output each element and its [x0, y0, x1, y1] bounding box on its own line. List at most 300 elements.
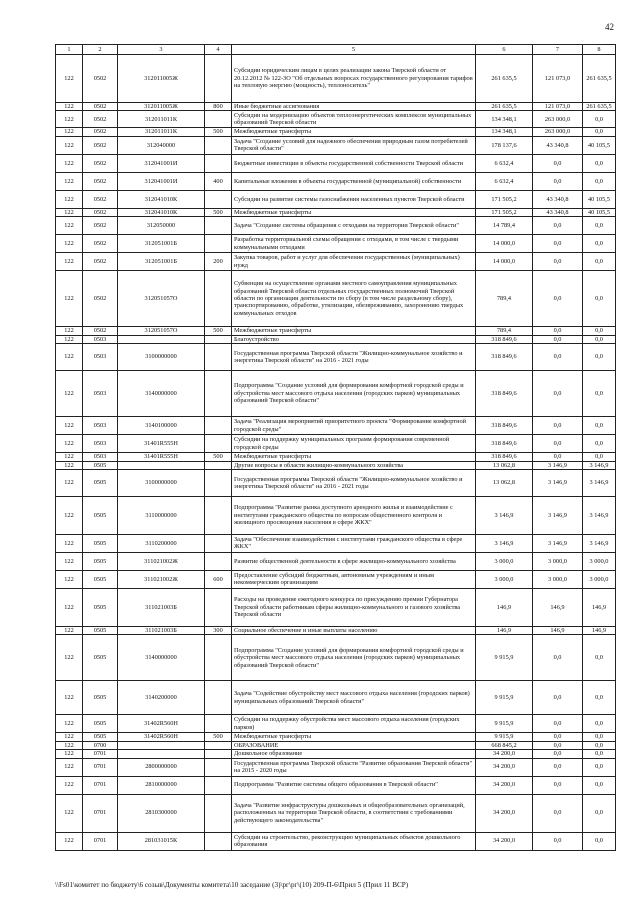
cell-amount-year3: 0,0 [583, 217, 616, 235]
cell-amount-year3: 0,0 [583, 172, 616, 190]
cell-amount-year2: 0,0 [533, 371, 583, 417]
table-row [56, 111, 616, 128]
cell-target-article: 3110000000 [118, 496, 205, 534]
cell-expense-type [205, 271, 232, 327]
cell-expense-type: 500 [205, 128, 232, 136]
cell-amount-year2: 0,0 [533, 235, 583, 253]
cell-section: 0502 [83, 271, 118, 327]
cell-ministry: 122 [56, 496, 83, 534]
column-header: 2 [83, 45, 118, 55]
cell-amount-year2: 0,0 [533, 172, 583, 190]
cell-target-article: 312011011К [118, 128, 205, 136]
cell-description: Задача "Развитие инфраструктуры дошкольных и общеобразовательных организаций, расположенных на территории Тверской области, в соответствии с требованиями действующего законодательства" [232, 794, 476, 832]
table-row [56, 271, 616, 327]
cell-expense-type: 300 [205, 626, 232, 634]
cell-section: 0505 [83, 469, 118, 496]
cell-amount-year1: 134 348,1 [476, 111, 533, 128]
cell-amount-year2: 3 000,0 [533, 570, 583, 588]
cell-target-article: 312041001И [118, 154, 205, 172]
budget-table [55, 44, 616, 851]
cell-expense-type [205, 344, 232, 371]
cell-description: Подпрограмма "Развитие системы общего образования в Тверской области" [232, 776, 476, 794]
cell-ministry: 122 [56, 417, 83, 435]
cell-description: Подпрограмма "Создание условий для формирования комфортной городской среды и обустройства мест массового отдыха населения (городских парков) муниципальных образований Тверской области" [232, 371, 476, 417]
cell-target-article: 312041001И [118, 172, 205, 190]
cell-ministry: 122 [56, 128, 83, 136]
cell-amount-year3: 3 146,9 [583, 534, 616, 552]
cell-amount-year2: 0,0 [533, 154, 583, 172]
cell-amount-year1: 318 849,6 [476, 435, 533, 453]
cell-amount-year3: 3 146,9 [583, 469, 616, 496]
cell-description: Предоставление субсидий бюджетным, автономным учреждениям и иным некоммерческим организациям [232, 570, 476, 588]
cell-amount-year3: 3 146,9 [583, 496, 616, 534]
cell-amount-year2: 43 340,8 [533, 208, 583, 216]
cell-target-article: 312041010К [118, 208, 205, 216]
cell-expense-type: 200 [205, 253, 232, 271]
cell-amount-year2: 0,0 [533, 715, 583, 733]
cell-target-article: 3110200000 [118, 534, 205, 552]
cell-target-article: 311021002Ж [118, 552, 205, 570]
cell-target-article: 31401R555Н [118, 435, 205, 453]
cell-description: Задача "Содействие обустройству мест массового отдыха населения (городских парков) муниципальных образований Тверской области" [232, 681, 476, 715]
table-row [56, 469, 616, 496]
cell-ministry: 122 [56, 626, 83, 634]
cell-amount-year2: 43 340,8 [533, 190, 583, 208]
cell-ministry: 122 [56, 794, 83, 832]
cell-amount-year3: 0,0 [583, 453, 616, 461]
cell-amount-year1: 171 505,2 [476, 190, 533, 208]
cell-description: Задача "Создание системы обращения с отходами на территории Тверской области" [232, 217, 476, 235]
cell-amount-year3: 0,0 [583, 111, 616, 128]
cell-description: Межбюджетные трансферты [232, 128, 476, 136]
cell-section: 0503 [83, 435, 118, 453]
cell-ministry: 122 [56, 217, 83, 235]
table-row [56, 570, 616, 588]
cell-amount-year3: 0,0 [583, 417, 616, 435]
cell-section: 0701 [83, 832, 118, 850]
cell-section: 0505 [83, 715, 118, 733]
table-row [56, 172, 616, 190]
cell-section: 0502 [83, 111, 118, 128]
cell-ministry: 122 [56, 103, 83, 111]
cell-amount-year1: 9 915,9 [476, 733, 533, 741]
cell-target-article: 2800000000 [118, 758, 205, 776]
column-header: 3 [118, 45, 205, 55]
cell-amount-year3: 0,0 [583, 733, 616, 741]
cell-target-article: 31402R560Н [118, 715, 205, 733]
cell-ministry: 122 [56, 461, 83, 469]
cell-section: 0505 [83, 496, 118, 534]
cell-amount-year2: 0,0 [533, 271, 583, 327]
cell-amount-year3: 3 146,9 [583, 461, 616, 469]
table-row [56, 128, 616, 136]
cell-amount-year3: 40 105,5 [583, 136, 616, 154]
cell-ministry: 122 [56, 570, 83, 588]
cell-ministry: 122 [56, 715, 83, 733]
cell-description: Закупка товаров, работ и услуг для обеспечения государственных (муниципальных) нужд [232, 253, 476, 271]
column-header: 4 [205, 45, 232, 55]
cell-ministry: 122 [56, 111, 83, 128]
cell-section: 0502 [83, 253, 118, 271]
cell-target-article: 2810000000 [118, 776, 205, 794]
cell-amount-year1: 34 200,0 [476, 750, 533, 758]
cell-target-article: 312051001Б [118, 235, 205, 253]
cell-amount-year3: 0,0 [583, 758, 616, 776]
cell-amount-year3: 0,0 [583, 344, 616, 371]
cell-expense-type [205, 741, 232, 749]
table-row [56, 136, 616, 154]
cell-expense-type [205, 417, 232, 435]
cell-ministry: 122 [56, 271, 83, 327]
cell-target-article: 311021003Б [118, 626, 205, 634]
cell-description: Задача "Создание условий для надежного обеспечения природным газом потребителей Тверской области" [232, 136, 476, 154]
cell-expense-type [205, 217, 232, 235]
cell-description: Подпрограмма "Развитие рынка доступного арендного жилья и взаимодействие с институтами гражданского общества по вопросам общественного контроля и жилищного просвещения населения в сфере ЖКХ" [232, 496, 476, 534]
cell-amount-year3: 40 105,5 [583, 190, 616, 208]
cell-ministry: 122 [56, 534, 83, 552]
cell-description: Субсидии юридическим лицам в целях реализации закона Тверской области от 20.12.2012 № 122-ЗО "Об отдельных вопросах государственного регулирования тарифов на тепловую энергию (мощность), теплоноситель" [232, 55, 476, 103]
cell-expense-type [205, 235, 232, 253]
cell-expense-type [205, 435, 232, 453]
cell-ministry: 122 [56, 453, 83, 461]
cell-section: 0502 [83, 154, 118, 172]
cell-ministry: 122 [56, 136, 83, 154]
cell-amount-year1: 318 849,6 [476, 371, 533, 417]
cell-expense-type [205, 190, 232, 208]
cell-amount-year1: 6 632,4 [476, 172, 533, 190]
cell-amount-year3: 0,0 [583, 435, 616, 453]
cell-target-article: 3140000000 [118, 635, 205, 681]
cell-amount-year1: 34 200,0 [476, 758, 533, 776]
cell-expense-type: 500 [205, 208, 232, 216]
cell-target-article: 312011005Ж [118, 55, 205, 103]
cell-section: 0502 [83, 327, 118, 335]
cell-amount-year1: 3 146,9 [476, 534, 533, 552]
cell-amount-year3: 146,9 [583, 588, 616, 626]
cell-expense-type [205, 832, 232, 850]
cell-amount-year3: 0,0 [583, 335, 616, 343]
cell-expense-type [205, 715, 232, 733]
cell-amount-year1: 14 000,0 [476, 253, 533, 271]
cell-amount-year1: 178 137,6 [476, 136, 533, 154]
cell-section: 0503 [83, 344, 118, 371]
cell-amount-year2: 0,0 [533, 750, 583, 758]
cell-target-article [118, 335, 205, 343]
cell-expense-type: 400 [205, 172, 232, 190]
cell-target-article [118, 750, 205, 758]
cell-ministry: 122 [56, 832, 83, 850]
cell-ministry: 122 [56, 435, 83, 453]
cell-ministry: 122 [56, 172, 83, 190]
cell-section: 0701 [83, 794, 118, 832]
cell-amount-year2: 263 000,0 [533, 128, 583, 136]
cell-amount-year1: 6 632,4 [476, 154, 533, 172]
cell-amount-year2: 0,0 [533, 253, 583, 271]
cell-amount-year2: 263 000,0 [533, 111, 583, 128]
cell-amount-year2: 146,9 [533, 626, 583, 634]
cell-description: Межбюджетные трансферты [232, 327, 476, 335]
cell-amount-year1: 318 849,6 [476, 335, 533, 343]
table-row [56, 453, 616, 461]
cell-amount-year2: 0,0 [533, 327, 583, 335]
cell-description: Задача "Реализация мероприятий приоритетного проекта "Формирование комфортной городской среды" [232, 417, 476, 435]
cell-target-article: 312011005Ж [118, 103, 205, 111]
cell-ministry: 122 [56, 55, 83, 103]
column-header: 8 [583, 45, 616, 55]
cell-ministry: 122 [56, 758, 83, 776]
cell-amount-year1: 171 505,2 [476, 208, 533, 216]
cell-description: Задача "Обеспечение взаимодействия с институтами гражданского общества в сфере ЖКХ" [232, 534, 476, 552]
cell-amount-year1: 14 789,4 [476, 217, 533, 235]
cell-amount-year3: 0,0 [583, 371, 616, 417]
cell-amount-year3: 0,0 [583, 128, 616, 136]
cell-section: 0700 [83, 741, 118, 749]
cell-amount-year1: 13 062,8 [476, 461, 533, 469]
table-body [56, 55, 616, 851]
cell-amount-year2: 146,9 [533, 588, 583, 626]
cell-target-article [118, 741, 205, 749]
cell-amount-year2: 3 146,9 [533, 534, 583, 552]
cell-target-article: 3100000000 [118, 344, 205, 371]
cell-expense-type: 500 [205, 327, 232, 335]
table-row [56, 741, 616, 749]
cell-ministry: 122 [56, 635, 83, 681]
cell-expense-type [205, 758, 232, 776]
cell-ministry: 122 [56, 154, 83, 172]
cell-expense-type [205, 371, 232, 417]
cell-amount-year2: 0,0 [533, 635, 583, 681]
cell-target-article: 312051001Б [118, 253, 205, 271]
cell-expense-type [205, 55, 232, 103]
cell-ministry: 122 [56, 552, 83, 570]
cell-amount-year1: 318 849,6 [476, 453, 533, 461]
table-row [56, 190, 616, 208]
cell-amount-year1: 146,9 [476, 626, 533, 634]
cell-amount-year1: 9 915,9 [476, 681, 533, 715]
cell-amount-year1: 261 635,5 [476, 103, 533, 111]
cell-description: Другие вопросы в области жилищно-коммунального хозяйства [232, 461, 476, 469]
cell-section: 0701 [83, 750, 118, 758]
cell-description: Субсидии на строительство, реконструкцию муниципальных объектов дошкольного образования [232, 832, 476, 850]
cell-amount-year2: 0,0 [533, 335, 583, 343]
table-row [56, 335, 616, 343]
cell-amount-year2: 121 073,0 [533, 55, 583, 103]
cell-amount-year3: 0,0 [583, 750, 616, 758]
cell-section: 0505 [83, 588, 118, 626]
cell-expense-type [205, 588, 232, 626]
cell-expense-type [205, 136, 232, 154]
column-header: 1 [56, 45, 83, 55]
cell-amount-year2: 0,0 [533, 733, 583, 741]
cell-expense-type: 500 [205, 453, 232, 461]
cell-amount-year1: 789,4 [476, 327, 533, 335]
cell-amount-year2: 0,0 [533, 344, 583, 371]
cell-section: 0503 [83, 453, 118, 461]
cell-expense-type [205, 111, 232, 128]
table-row [56, 496, 616, 534]
cell-amount-year1: 318 849,6 [476, 417, 533, 435]
cell-section: 0701 [83, 776, 118, 794]
cell-section: 0503 [83, 371, 118, 417]
cell-description: Разработка территориальной схемы обращения с отходами, в том числе с твердыми коммунальными отходами [232, 235, 476, 253]
cell-description: Субсидии на поддержку обустройства мест массового отдыха населения (городских парков) [232, 715, 476, 733]
cell-description: Субвенции на осуществление органами местного самоуправления муниципальных образований Тверской области отдельных государственных полномочий Тверской области по организации деятельности по сбору (в том числе раздельному сбору), транспортированию, обработке, утилизации, обезвреживанию, захоронению твердых коммунальных отходов [232, 271, 476, 327]
cell-target-article: 3100000000 [118, 469, 205, 496]
cell-section: 0505 [83, 570, 118, 588]
cell-amount-year1: 13 062,8 [476, 469, 533, 496]
cell-expense-type [205, 335, 232, 343]
cell-amount-year1: 3 000,0 [476, 552, 533, 570]
cell-amount-year2: 3 146,9 [533, 469, 583, 496]
cell-expense-type [205, 776, 232, 794]
table-row [56, 626, 616, 634]
cell-description: Субсидии на развитие системы газоснабжения населенных пунктов Тверской области [232, 190, 476, 208]
cell-amount-year2: 0,0 [533, 776, 583, 794]
cell-description: Государственная программа Тверской области "Жилищно-коммунальное хозяйство и энергетика Тверской области" на 2016 - 2021 годы [232, 469, 476, 496]
cell-section: 0505 [83, 733, 118, 741]
column-header: 6 [476, 45, 533, 55]
cell-ministry: 122 [56, 733, 83, 741]
cell-amount-year2: 0,0 [533, 758, 583, 776]
cell-amount-year3: 40 105,5 [583, 208, 616, 216]
cell-expense-type [205, 534, 232, 552]
cell-amount-year1: 3 146,9 [476, 496, 533, 534]
table-row [56, 534, 616, 552]
cell-amount-year2: 0,0 [533, 217, 583, 235]
cell-target-article: 312011011К [118, 111, 205, 128]
cell-target-article: 311021002Ж [118, 570, 205, 588]
cell-description: Социальное обеспечение и иные выплаты населению [232, 626, 476, 634]
cell-ministry: 122 [56, 750, 83, 758]
cell-section: 0505 [83, 461, 118, 469]
cell-amount-year3: 146,9 [583, 626, 616, 634]
cell-section: 0701 [83, 758, 118, 776]
page-number: 42 [605, 22, 614, 32]
cell-target-article: 311021003Б [118, 588, 205, 626]
cell-amount-year3: 0,0 [583, 635, 616, 681]
cell-expense-type [205, 794, 232, 832]
cell-target-article: 312050000 [118, 217, 205, 235]
cell-section: 0505 [83, 681, 118, 715]
cell-section: 0502 [83, 172, 118, 190]
table-row [56, 776, 616, 794]
cell-amount-year3: 0,0 [583, 681, 616, 715]
cell-amount-year3: 0,0 [583, 776, 616, 794]
cell-description: Расходы на проведение ежегодного конкурса по присуждению премии Губернатора Тверской области работникам сферы жилищно-коммунального и газового хозяйства Тверской области [232, 588, 476, 626]
cell-amount-year1: 14 000,0 [476, 235, 533, 253]
table-row [56, 461, 616, 469]
cell-description: Капитальные вложения в объекты государственной (муниципальной) собственности [232, 172, 476, 190]
table-row [56, 552, 616, 570]
cell-amount-year3: 0,0 [583, 154, 616, 172]
table-row [56, 733, 616, 741]
cell-section: 0505 [83, 552, 118, 570]
cell-description: Бюджетные инвестиции в объекты государственной собственности Тверской области [232, 154, 476, 172]
cell-amount-year1: 146,9 [476, 588, 533, 626]
table-row [56, 715, 616, 733]
cell-amount-year3: 261 635,5 [583, 103, 616, 111]
cell-expense-type: 600 [205, 570, 232, 588]
cell-amount-year3: 0,0 [583, 832, 616, 850]
cell-amount-year3: 3 000,0 [583, 552, 616, 570]
table-row [56, 253, 616, 271]
table-row [56, 832, 616, 850]
cell-section: 0502 [83, 128, 118, 136]
cell-ministry: 122 [56, 335, 83, 343]
cell-expense-type [205, 681, 232, 715]
table-row [56, 103, 616, 111]
cell-amount-year1: 134 348,1 [476, 128, 533, 136]
cell-expense-type [205, 750, 232, 758]
column-header: 5 [232, 45, 476, 55]
cell-amount-year2: 0,0 [533, 435, 583, 453]
cell-section: 0502 [83, 190, 118, 208]
cell-description: Иные бюджетные ассигнования [232, 103, 476, 111]
cell-target-article: 3140200000 [118, 681, 205, 715]
cell-amount-year1: 3 000,0 [476, 570, 533, 588]
cell-amount-year2: 0,0 [533, 832, 583, 850]
cell-target-article: 312040000 [118, 136, 205, 154]
table-row [56, 344, 616, 371]
cell-amount-year2: 0,0 [533, 681, 583, 715]
cell-amount-year2: 0,0 [533, 741, 583, 749]
cell-description: Государственная программа Тверской области "Развитие образования Тверской области" на 2015 - 2020 годы [232, 758, 476, 776]
cell-target-article: 281031015К [118, 832, 205, 850]
cell-amount-year3: 0,0 [583, 253, 616, 271]
table-row [56, 635, 616, 681]
cell-section: 0503 [83, 417, 118, 435]
table-row [56, 235, 616, 253]
table-row [56, 154, 616, 172]
cell-amount-year1: 9 915,9 [476, 715, 533, 733]
cell-section: 0503 [83, 335, 118, 343]
cell-amount-year2: 121 073,0 [533, 103, 583, 111]
cell-expense-type: 500 [205, 733, 232, 741]
cell-expense-type [205, 635, 232, 681]
cell-amount-year1: 318 849,6 [476, 344, 533, 371]
cell-description: Межбюджетные трансферты [232, 733, 476, 741]
cell-target-article: 3140100000 [118, 417, 205, 435]
cell-target-article: 31401R555Н [118, 453, 205, 461]
cell-description: Субсидии на модернизацию объектов теплоэнергетических комплексов муниципальных образований Тверской области [232, 111, 476, 128]
table-row [56, 55, 616, 103]
cell-section: 0505 [83, 534, 118, 552]
cell-ministry: 122 [56, 588, 83, 626]
cell-description: Дошкольное образование [232, 750, 476, 758]
cell-amount-year2: 3 000,0 [533, 552, 583, 570]
cell-description: Подпрограмма "Создание условий для формирования комфортной городской среды и обустройства мест массового отдыха населения (городских парков) муниципальных образований Тверской области" [232, 635, 476, 681]
cell-description: Благоустройство [232, 335, 476, 343]
cell-ministry: 122 [56, 469, 83, 496]
cell-target-article: 312041010К [118, 190, 205, 208]
cell-expense-type [205, 496, 232, 534]
file-path-footer: \\Fs01\комитет по бюджету\6 созыв\Документы комитета\10 заседание (3)\рг\рг\(10) 209-П-6\Прил 5 (Прил 11 ВСР) [55, 881, 409, 889]
table-row [56, 417, 616, 435]
cell-amount-year3: 0,0 [583, 715, 616, 733]
cell-amount-year2: 0,0 [533, 453, 583, 461]
cell-ministry: 122 [56, 344, 83, 371]
cell-target-article: 31402R560Н [118, 733, 205, 741]
cell-expense-type [205, 552, 232, 570]
cell-amount-year1: 34 200,0 [476, 776, 533, 794]
cell-description: Развитие общественной деятельности в сфере жилищно-коммунального хозяйства [232, 552, 476, 570]
cell-description: Межбюджетные трансферты [232, 208, 476, 216]
cell-amount-year1: 668 845,2 [476, 741, 533, 749]
cell-amount-year1: 34 200,0 [476, 794, 533, 832]
table-row [56, 681, 616, 715]
cell-section: 0505 [83, 626, 118, 634]
table-row [56, 758, 616, 776]
